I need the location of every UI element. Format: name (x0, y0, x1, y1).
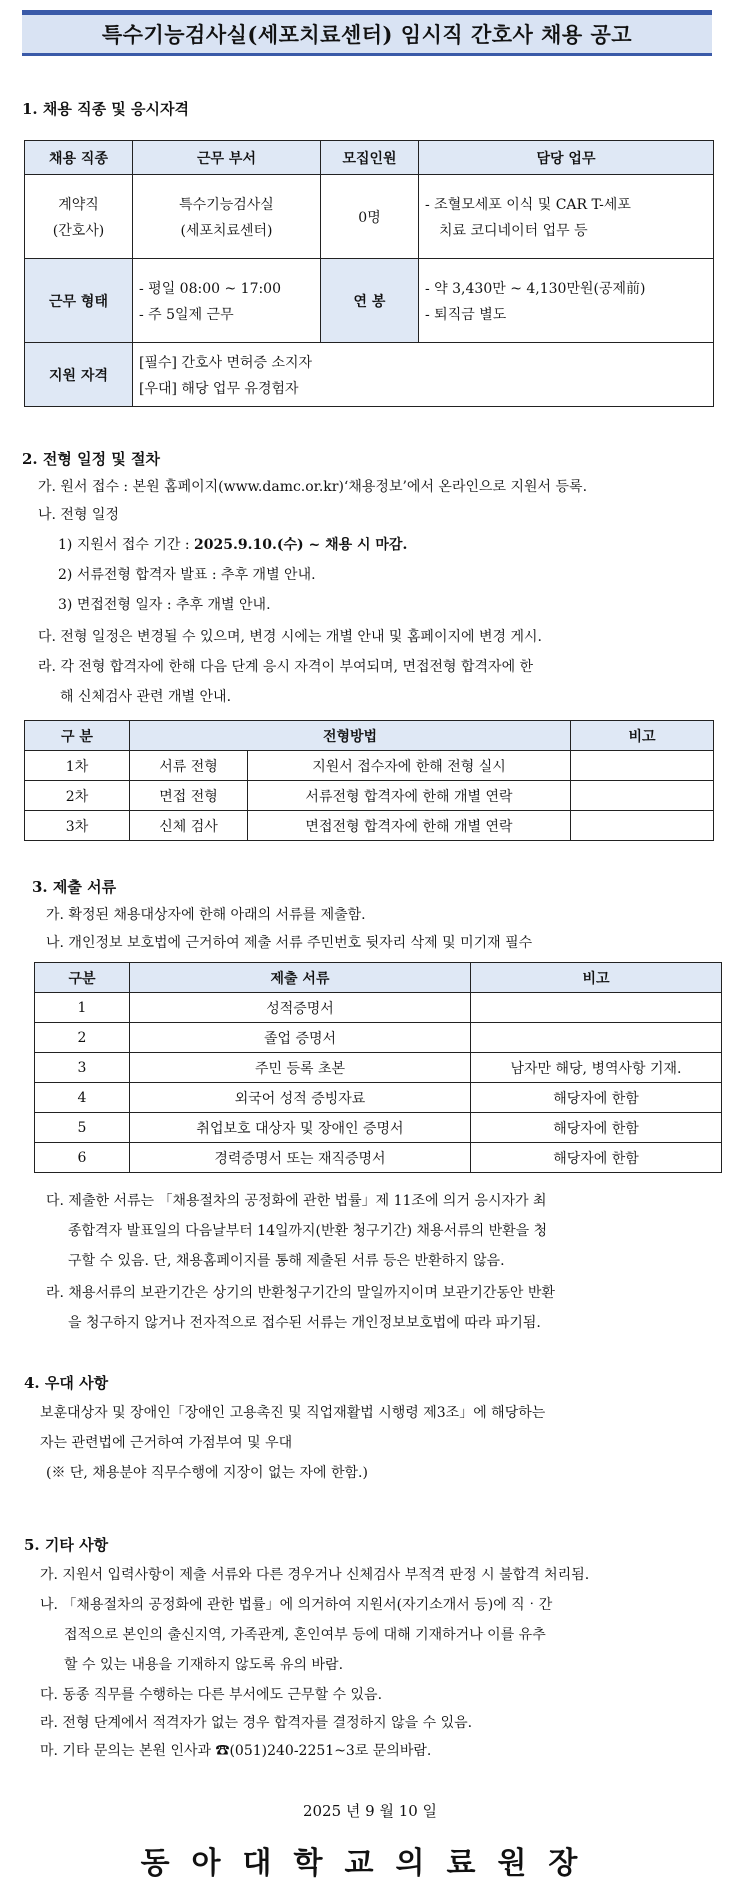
th-note: 비고 (571, 721, 714, 751)
s2-ra-1: 라. 각 전형 합격자에 한해 다음 단계 응시 자격이 부여되며, 면접전형 합격자에 한 (38, 659, 534, 675)
qual-line-1: [필수] 간호사 면허증 소지자 (139, 354, 313, 371)
s3-na: 나. 개인정보 보호법에 근거하여 제출 서류 주민번호 뒷자리 삭제 및 미기재 필수 (46, 935, 533, 951)
section-1-heading: 1. 채용 직종 및 응시자격 (22, 100, 189, 118)
s3-da-2: 종합격자 발표일의 다음날부터 14일까지(반환 청구기간) 채용서류의 반환을 청 (68, 1223, 548, 1239)
duty-line-1: - 조혈모세포 이식 및 CAR T-세포 (425, 196, 631, 213)
step-cell: 1차 (25, 751, 130, 781)
s2-n2: 2) 서류전형 합격자 발표 : 추후 개별 안내. (58, 567, 316, 583)
s4-line-3: (※ 단, 채용분야 직무수행에 지장이 없는 자에 한함.) (46, 1465, 368, 1481)
s5-ma: 마. 기타 문의는 본원 인사과 ☎(051)240-2251~3로 문의바람. (40, 1743, 432, 1759)
s2-n3: 3) 면접전형 일자 : 추후 개별 안내. (58, 597, 271, 613)
th-duty: 담당 업무 (419, 141, 714, 175)
no-cell: 5 (35, 1113, 130, 1143)
dept-line-2: (세포치료센터) (180, 222, 273, 239)
th-method: 전형방법 (130, 721, 571, 751)
qual-cell (133, 343, 714, 407)
issuer-name: 동아대학교의료원장 (140, 1846, 600, 1881)
note-cell (471, 993, 722, 1023)
note-cell (471, 1023, 722, 1053)
s4-line-2: 자는 관련법에 근거하여 가점부여 및 우대 (40, 1435, 293, 1451)
job-type-cell (25, 175, 133, 259)
table-row (35, 1083, 722, 1113)
table-row (35, 993, 722, 1023)
note-cell: 해당자에 한함 (471, 1143, 722, 1173)
s5-ga: 가. 지원서 입력사항이 제출 서류와 다른 경우거나 신체검사 부적격 판정 시 불합격 처리됨. (40, 1567, 590, 1583)
job-type-line-2: (간호사) (52, 222, 105, 239)
s3-da-1: 다. 제출한 서류는 「채용절차의 공정화에 관한 법률」제 11조에 의거 응시자가 최 (46, 1193, 547, 1209)
table-row (25, 781, 714, 811)
no-cell: 4 (35, 1083, 130, 1113)
count-cell: 0명 (321, 175, 419, 259)
s2-ga: 가. 원서 접수 : 본원 홈페이지(www.damc.or.kr)‘채용정보’에서 온라인으로 지원서 등록. (38, 479, 588, 495)
table-row (25, 811, 714, 841)
th-no: 구분 (35, 963, 130, 993)
section-4-heading: 4. 우대 사항 (24, 1374, 109, 1392)
th-step: 구 분 (25, 721, 130, 751)
table-row (25, 751, 714, 781)
s2-ra-2: 해 신체검사 관련 개별 안내. (60, 689, 232, 705)
process-table (24, 720, 714, 841)
doc-cell: 성적증명서 (130, 993, 471, 1023)
note-cell (571, 781, 714, 811)
s3-ra-1: 라. 채용서류의 보관기간은 상기의 반환청구기간의 말일까지이며 보관기간동안 반환 (46, 1285, 555, 1301)
page-title: 특수기능검사실(세포치료센터) 임시직 간호사 채용 공고 (22, 15, 712, 53)
th-job-type: 채용 직종 (25, 141, 133, 175)
s2-da: 다. 전형 일정은 변경될 수 있으며, 변경 시에는 개별 안내 및 홈페이지에 변경 게시. (38, 629, 542, 645)
s2-na: 나. 전형 일정 (38, 507, 119, 523)
dept-cell (133, 175, 321, 259)
table-row (35, 1053, 722, 1083)
section-3-heading: 3. 제출 서류 (32, 878, 117, 896)
dept-line-1: 특수기능검사실 (179, 196, 274, 213)
job-table (24, 140, 714, 407)
note-cell: 해당자에 한함 (471, 1113, 722, 1143)
work-line-1: - 평일 08:00 ~ 17:00 (139, 280, 282, 297)
s5-na-1: 나. 「채용절차의 공정화에 관한 법률」에 의거하여 지원서(자기소개서 등)에 직‧간 (40, 1597, 553, 1613)
s2-n1-period: 2025.9.10.(수) ~ 채용 시 마감. (194, 537, 408, 553)
no-cell: 3 (35, 1053, 130, 1083)
table-row (35, 1113, 722, 1143)
salary-label: 연 봉 (321, 259, 419, 343)
work-label: 근무 형태 (25, 259, 133, 343)
s5-da: 다. 동종 직무를 수행하는 다른 부서에도 근무할 수 있음. (40, 1687, 383, 1703)
duty-cell (419, 175, 714, 259)
salary-cell (419, 259, 714, 343)
note-cell (571, 811, 714, 841)
salary-line-2: - 퇴직금 별도 (425, 306, 507, 323)
type-cell: 면접 전형 (130, 781, 248, 811)
step-cell: 2차 (25, 781, 130, 811)
table-row (35, 1023, 722, 1053)
s5-ra: 라. 전형 단계에서 적격자가 없는 경우 합격자를 결정하지 않을 수 있음. (40, 1715, 473, 1731)
note-cell: 남자만 해당, 병역사항 기재. (471, 1053, 722, 1083)
s5-na-2: 접적으로 본인의 출신지역, 가족관계, 혼인여부 등에 대해 기재하거나 이를 유추 (64, 1627, 546, 1643)
section-2-heading: 2. 전형 일정 및 절차 (22, 450, 160, 468)
th-count: 모집인원 (321, 141, 419, 175)
title-bar (22, 10, 712, 56)
no-cell: 2 (35, 1023, 130, 1053)
work-cell (133, 259, 321, 343)
th-doc: 제출 서류 (130, 963, 471, 993)
th-dept: 근무 부서 (133, 141, 321, 175)
type-cell: 신체 검사 (130, 811, 248, 841)
s2-n1 (58, 534, 407, 554)
duty-line-2: 치료 코디네이터 업무 등 (439, 222, 588, 239)
desc-cell: 지원서 접수자에 한해 전형 실시 (248, 751, 571, 781)
no-cell: 1 (35, 993, 130, 1023)
work-line-2: - 주 5일제 근무 (139, 306, 234, 323)
documents-table (34, 962, 722, 1173)
s5-na-3: 할 수 있는 내용을 기재하지 않도록 유의 바람. (64, 1657, 344, 1673)
s4-line-1: 보훈대상자 및 장애인「장애인 고용촉진 및 직업재활법 시행령 제3조」에 해당하는 (40, 1405, 546, 1421)
job-type-line-1: 계약직 (58, 196, 99, 213)
salary-line-1: - 약 3,430만 ~ 4,130만원(공제前) (425, 280, 646, 297)
doc-cell: 경력증명서 또는 재직증명서 (130, 1143, 471, 1173)
qual-label: 지원 자격 (25, 343, 133, 407)
note-cell: 해당자에 한함 (471, 1083, 722, 1113)
table-row (35, 1143, 722, 1173)
type-cell: 서류 전형 (130, 751, 248, 781)
notice-date: 2025 년 9 월 10 일 (302, 1802, 438, 1820)
section-5-heading: 5. 기타 사항 (24, 1536, 109, 1554)
no-cell: 6 (35, 1143, 130, 1173)
s3-ga: 가. 확정된 채용대상자에 한해 아래의 서류를 제출함. (46, 907, 366, 923)
doc-cell: 졸업 증명서 (130, 1023, 471, 1053)
doc-cell: 취업보호 대상자 및 장애인 증명서 (130, 1113, 471, 1143)
th-doc-note: 비고 (471, 963, 722, 993)
s3-ra-2: 을 청구하지 않거나 전자적으로 접수된 서류는 개인정보보호법에 따라 파기됨. (68, 1315, 541, 1331)
doc-cell: 주민 등록 초본 (130, 1053, 471, 1083)
desc-cell: 서류전형 합격자에 한해 개별 연락 (248, 781, 571, 811)
doc-cell: 외국어 성적 증빙자료 (130, 1083, 471, 1113)
s2-n1-label: 1) 지원서 접수 기간 : (58, 537, 195, 553)
qual-line-2: [우대] 해당 업무 유경험자 (139, 380, 299, 397)
s3-da-3: 구할 수 있음. 단, 채용홈페이지를 통해 제출된 서류 등은 반환하지 않음. (68, 1253, 505, 1269)
note-cell (571, 751, 714, 781)
step-cell: 3차 (25, 811, 130, 841)
desc-cell: 면접전형 합격자에 한해 개별 연락 (248, 811, 571, 841)
